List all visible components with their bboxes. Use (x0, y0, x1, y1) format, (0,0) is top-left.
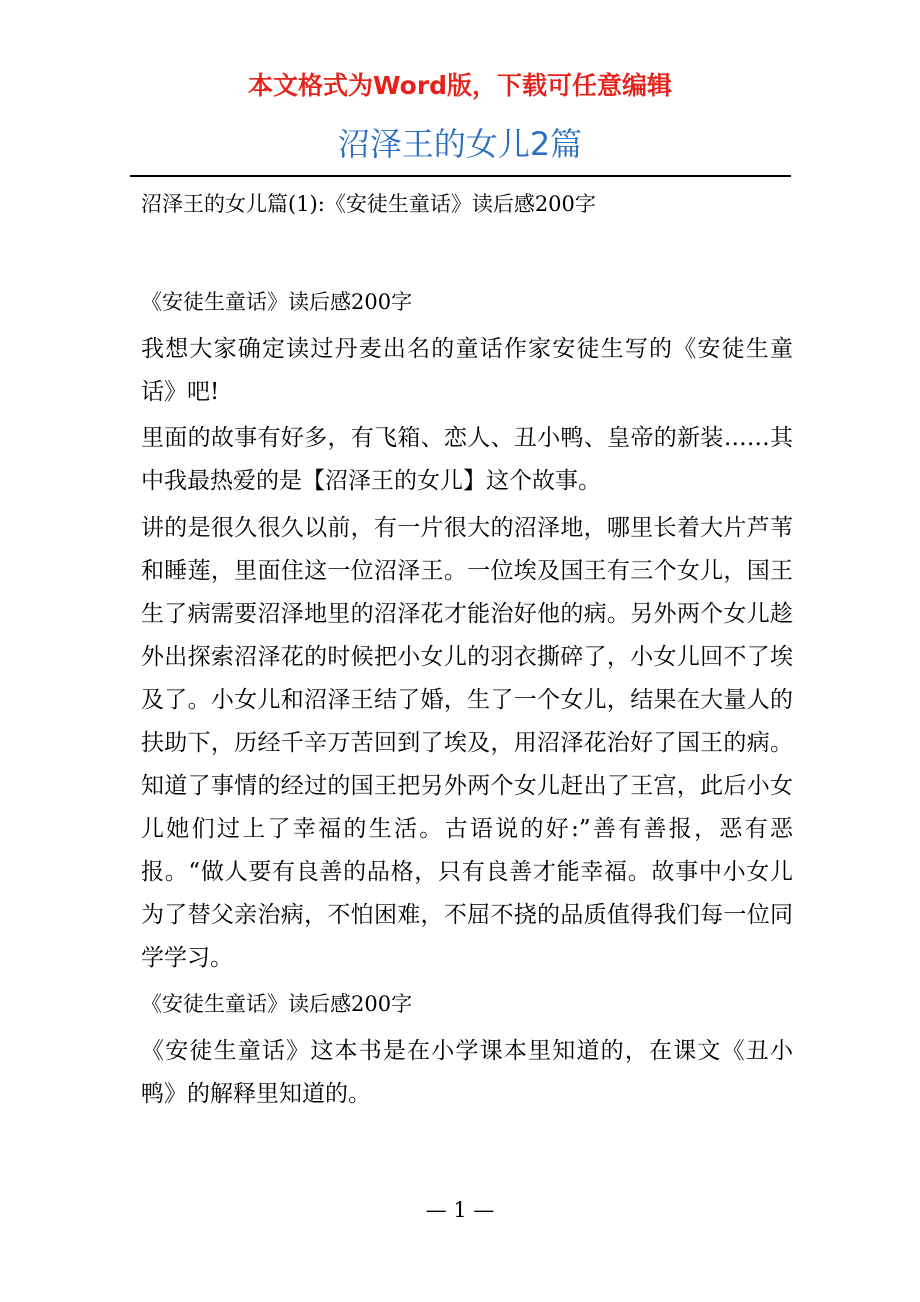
document-body (141, 281, 793, 1119)
paragraph-plot: 讲的是很久很久以前，有一片很大的沼泽地，哪里长着大片芦苇和睡莲，里面住这一位沼泽王。一位埃及国王有三个女儿，国王生了病需要沼泽地里的沼泽花才能治好他的病。另外两个女儿趁外出探索沼泽花的时候把小女儿的羽衣撕碎了，小女儿回不了埃及了。小女儿和沼泽王结了婚，生了一个女儿，结果在大量人的扶助下，历经千辛万苦回到了埃及，用沼泽花治好了国王的病。知道了事情的经过的国王把另外两个女儿赶出了王宫，此后小女儿她们过上了幸福的生活。古语说的好:”善有善报，恶有恶报。“做人要有良善的品格，只有良善才能幸福。故事中小女儿为了替父亲治病，不怕困难，不屈不挠的品质值得我们每一位同学学习。 (141, 514, 793, 971)
title-divider (130, 175, 791, 177)
format-banner: 本文格式为Word版，下载可任意编辑 (247, 71, 673, 100)
paragraph-intro: 我想大家确定读过丹麦出名的童话作家安徒生写的《安徒生童话》吧! (141, 335, 793, 405)
paragraph-stories: 里面的故事有好多，有飞箱、恋人、丑小鸭、皇帝的新装……其中我最热爱的是【沼泽王的女儿】这个故事。 (141, 425, 793, 494)
paragraph-review-title-2: 《安徒生童话》读后感200字 (141, 992, 413, 1016)
document-title: 沼泽王的女儿2篇 (337, 125, 583, 163)
page-number: — 1 — (425, 1198, 495, 1222)
section-heading: 沼泽王的女儿篇(1):《安徒生童话》读后感200字 (141, 192, 596, 216)
paragraph-book-origin: 《安徒生童话》这本书是在小学课本里知道的，在课文《丑小鸭》的解释里知道的。 (141, 1037, 793, 1107)
paragraph-review-title: 《安徒生童话》读后感200字 (141, 290, 413, 314)
